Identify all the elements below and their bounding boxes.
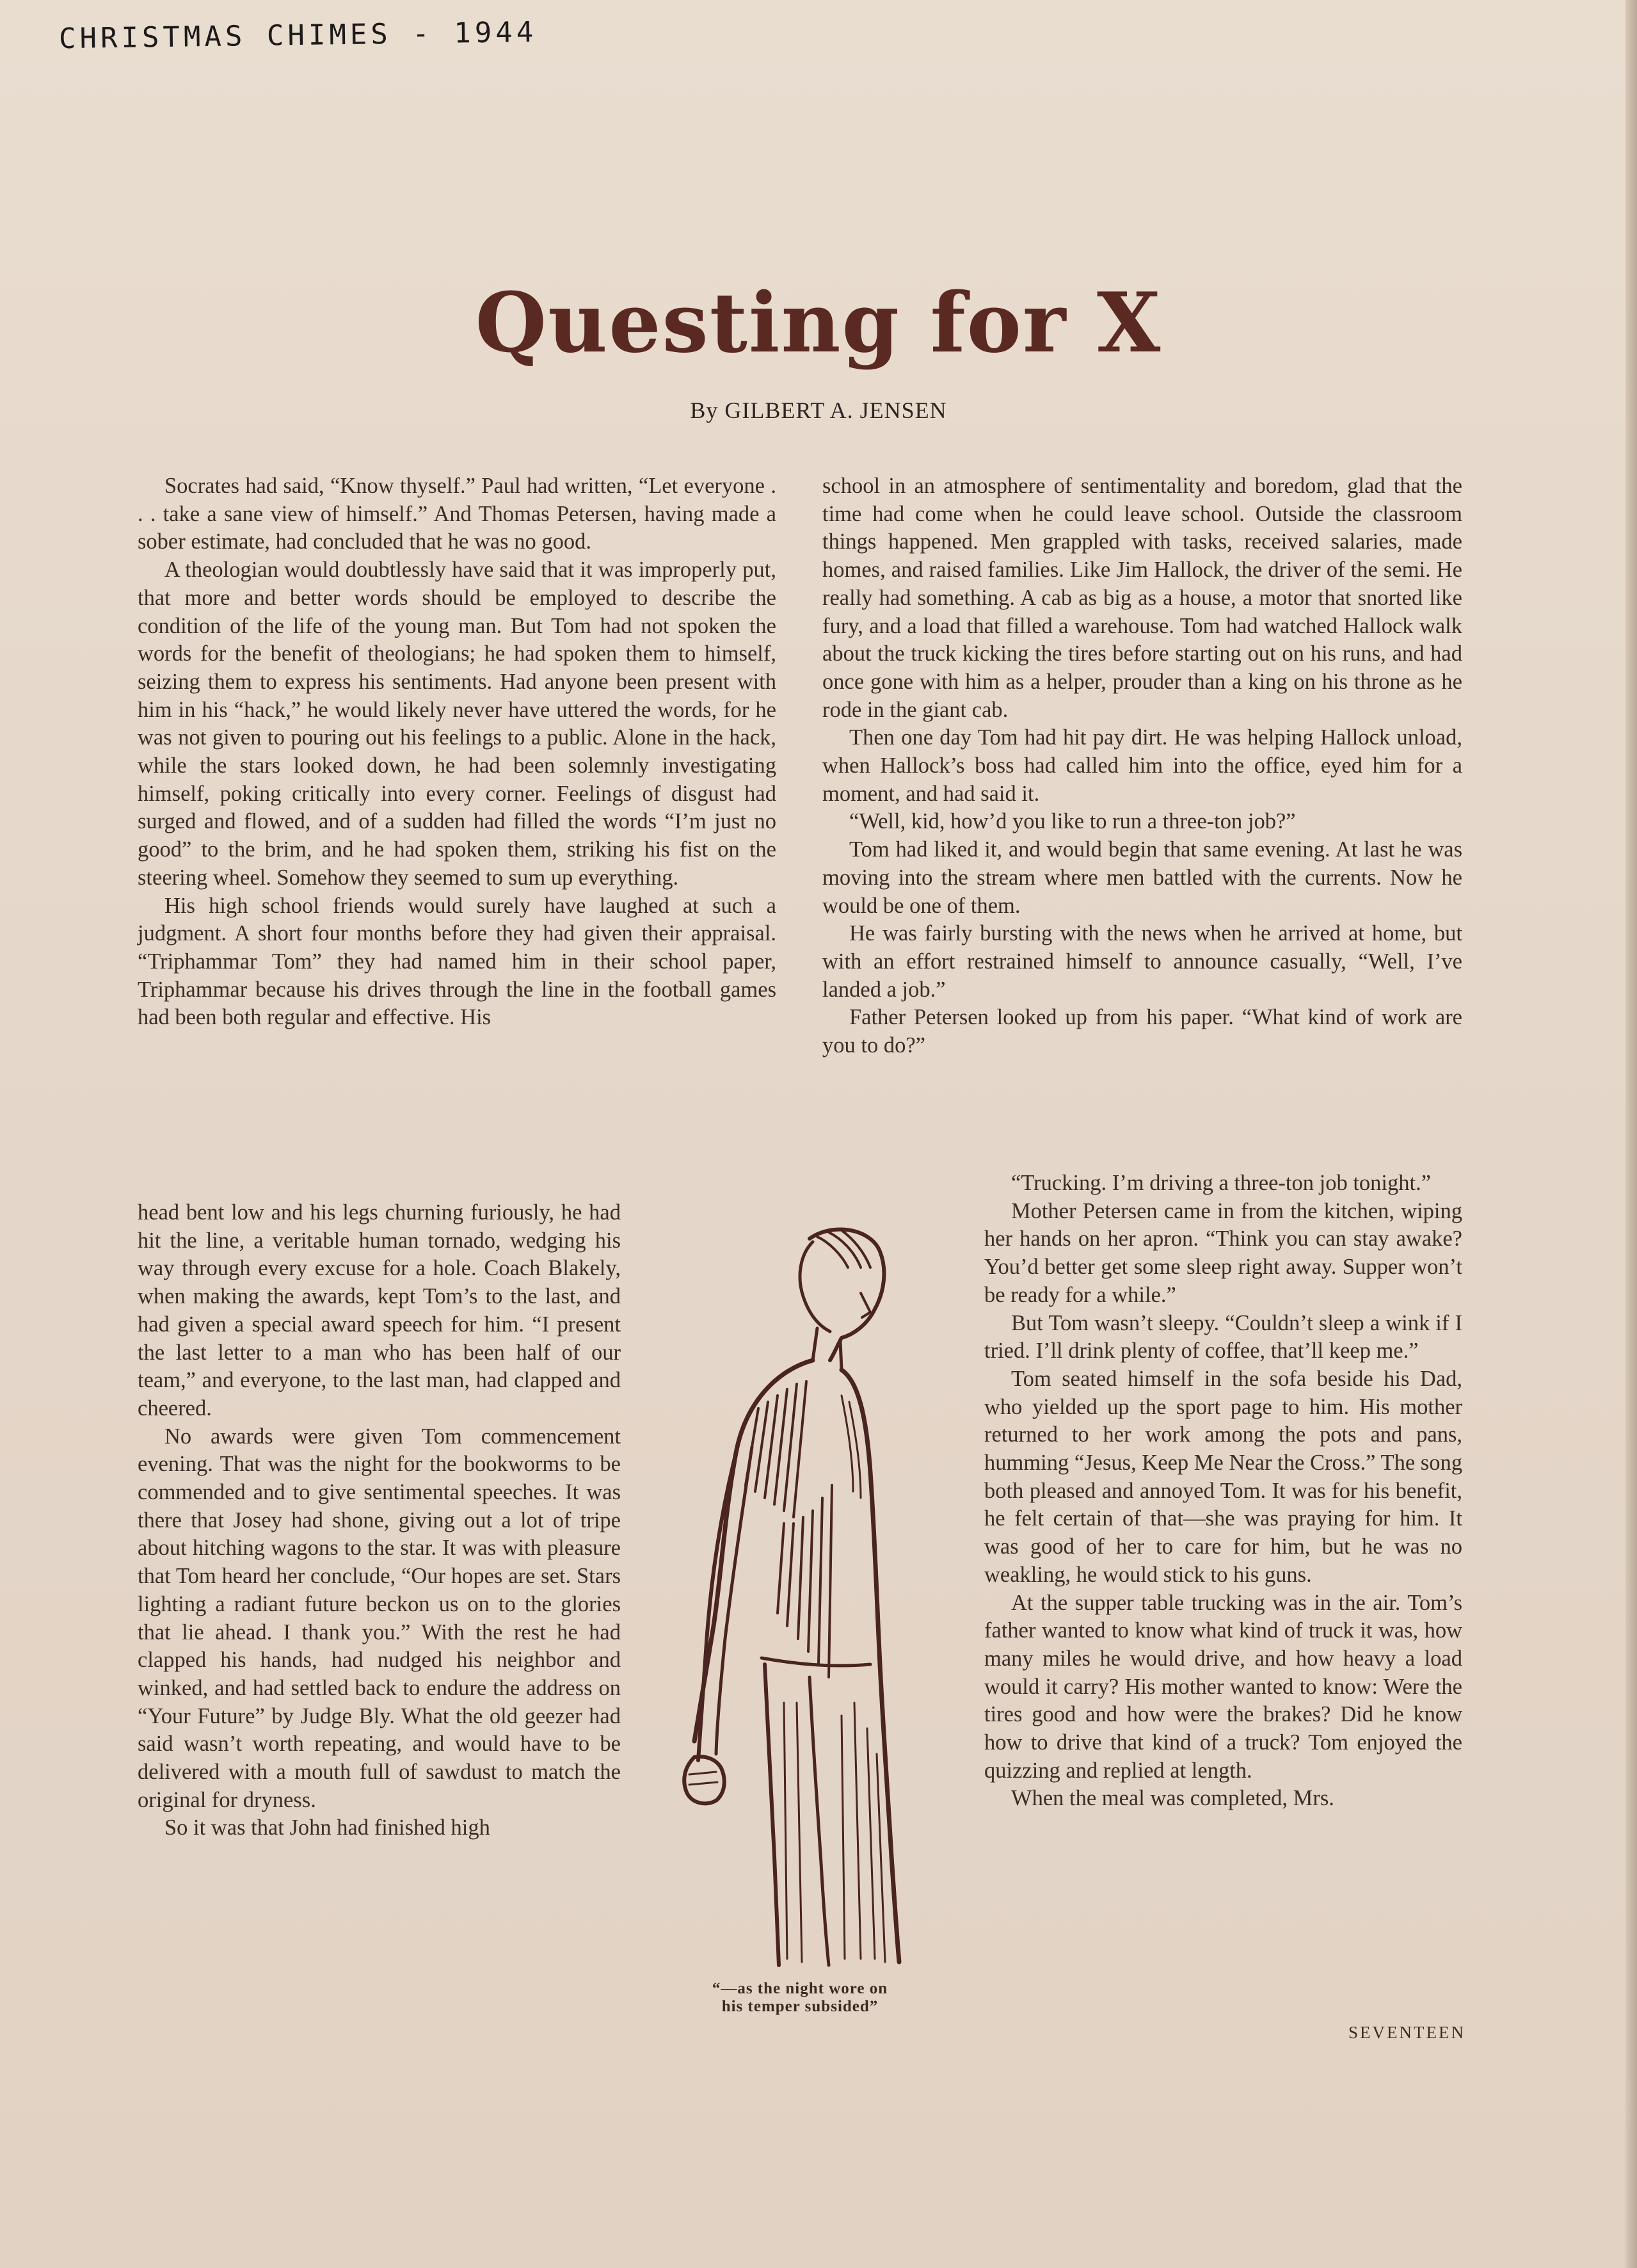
paragraph: Father Petersen looked up from his paper. “What kind of work are you to do?” bbox=[822, 1005, 1462, 1058]
column-right-top bbox=[822, 472, 1462, 1060]
article-title: Questing for X bbox=[475, 275, 1162, 371]
paragraph: head bent low and his legs churning furiously, he had hit the line, a veritable human tornado, wedging his way through every excuse for a hole. Coach Blakely, when making the awards, kept Tom’s to the last, and had given a special award speech for him. “I present the last letter to a man who has been half of our team,” and everyone, to the last man, had clapped and cheered. bbox=[138, 1200, 621, 1420]
paragraph: Tom had liked it, and would begin that same evening. At last he was moving into the stream where men battled with the currents. Now he would be one of them. bbox=[822, 837, 1462, 918]
caption-line: “—as the night wore on bbox=[712, 1980, 888, 1997]
paragraph: At the supper table trucking was in the air. Tom’s father wanted to know what kind of truck it was, how many miles he would drive, and how heavy a load would it carry? His mother wanted to know: Were the tires good and how were the brakes? Did he know how to drive that kind of a truck? Tom enjoyed the quizzing and replied at length. bbox=[984, 1590, 1462, 1783]
paragraph: Then one day Tom had hit pay dirt. He was helping Hallock unload, when Hallock’s boss had called him into the office, eyed him for a moment, and had said it. bbox=[822, 725, 1462, 806]
column-left-bottom bbox=[138, 1199, 621, 1842]
paragraph: Tom seated himself in the sofa beside his Dad, who yielded up the sport page to him. His mother returned to her work among the pots and pans, humming “Jesus, Keep Me Near the Cross.” The song both pleased and annoyed Tom. It was for his benefit, he felt certain of that—she was praying for him. It was good of her to care for him, but he was no weakling, he would stick to his guns. bbox=[984, 1366, 1462, 1587]
illustration-young-man bbox=[650, 1216, 944, 1972]
article-byline: By GILBERT A. JENSEN bbox=[690, 398, 947, 423]
paragraph: A theologian would doubtlessly have said that it was improperly put, that more and better words should be employed to describe the condition of the life of the young man. But Tom had not spoken the words for the benefit of theologians; he had spoken them to himself, seizing them to express his sentiments. Had anyone been present with him in his “hack,” he would likely never have uttered the words, for he was not given to pouring out his feelings to a public. Alone in the hack, while the stars looked down, he had been solemnly investigating himself, poking critically into every corner. Feelings of disgust had surged and flowed, and of a sudden had filled the words “I’m just no good” to the brim, and he had spoken them, striking his fist on the steering wheel. Somehow they seemed to sum up everything. bbox=[138, 558, 776, 890]
page-number: SEVENTEEN bbox=[1348, 2023, 1465, 2042]
illustration-caption bbox=[640, 1980, 960, 2016]
column-right-bottom bbox=[984, 1170, 1462, 1813]
paragraph: His high school friends would surely have laughed at such a judgment. A short four months before they had given their appraisal. “Triphammar Tom” they had named him in their school paper, Triphammar because his drives through the line in the football games had been both regular and effective. His bbox=[138, 893, 776, 1030]
paragraph: Socrates had said, “Know thyself.” Paul had written, “Let everyone . . . take a sane view of himself.” And Thomas Petersen, having made a sober estimate, had concluded that he was no good. bbox=[138, 474, 776, 554]
paragraph: But Tom wasn’t sleepy. “Couldn’t sleep a wink if I tried. I’ll drink plenty of coffee, that’ll keep me.” bbox=[984, 1310, 1462, 1363]
paragraph: “Trucking. I’m driving a three-ton job tonight.” bbox=[1011, 1171, 1432, 1195]
column-left-top bbox=[138, 472, 776, 1032]
caption-line: his temper subsided” bbox=[721, 1998, 879, 2015]
paragraph: So it was that John had finished high bbox=[164, 1815, 490, 1840]
paragraph: No awards were given Tom commencement evening. That was the night for the bookworms to be commended and to give sentimental speeches. It was there that Josey had shone, giving out a lot of tripe about hitching wagons to the star. It was with pleasure that Tom heard her conclude, “Our hopes are set. Stars lighting a radiant future beckon us on to the glories that lie ahead. I thank you.” With the rest he had clapped his hands, had nudged his neighbor and winked, and had settled back to endure the address on “Your Future” by Judge Bly. What the old geezer had said wasn’t worth repeating, and would have to be delivered with a mouth full of sawdust to match the original for dryness. bbox=[138, 1424, 621, 1812]
paragraph: “Well, kid, how’d you like to run a three-ton job?” bbox=[849, 809, 1296, 834]
paragraph: He was fairly bursting with the news when he arrived at home, but with an effort restrained himself to announce casually, “Well, I’ve landed a job.” bbox=[822, 921, 1462, 1002]
paragraph: When the meal was completed, Mrs. bbox=[1011, 1786, 1334, 1811]
paragraph: school in an atmosphere of sentimentality and boredom, glad that the time had come when he could leave school. Outside the classroom things happened. Men grappled with tasks, received salaries, made homes, and raised families. Like Jim Hallock, the driver of the semi. He really had something. A cab as big as a house, a motor that snorted like fury, and a load that filled a warehouse. Tom had watched Hallock walk about the truck kicking the tires before starting out on his runs, and had once gone with him as a helper, prouder than a king on his throne as he rode in the giant cab. bbox=[822, 474, 1462, 722]
paragraph: Mother Petersen came in from the kitchen, wiping her hands on her apron. “Think you can stay awake? You’d better get some sleep right away. Supper won’t be ready for a while.” bbox=[984, 1198, 1462, 1307]
handwritten-note: CHRISTMAS CHIMES - 1944 bbox=[58, 15, 538, 56]
